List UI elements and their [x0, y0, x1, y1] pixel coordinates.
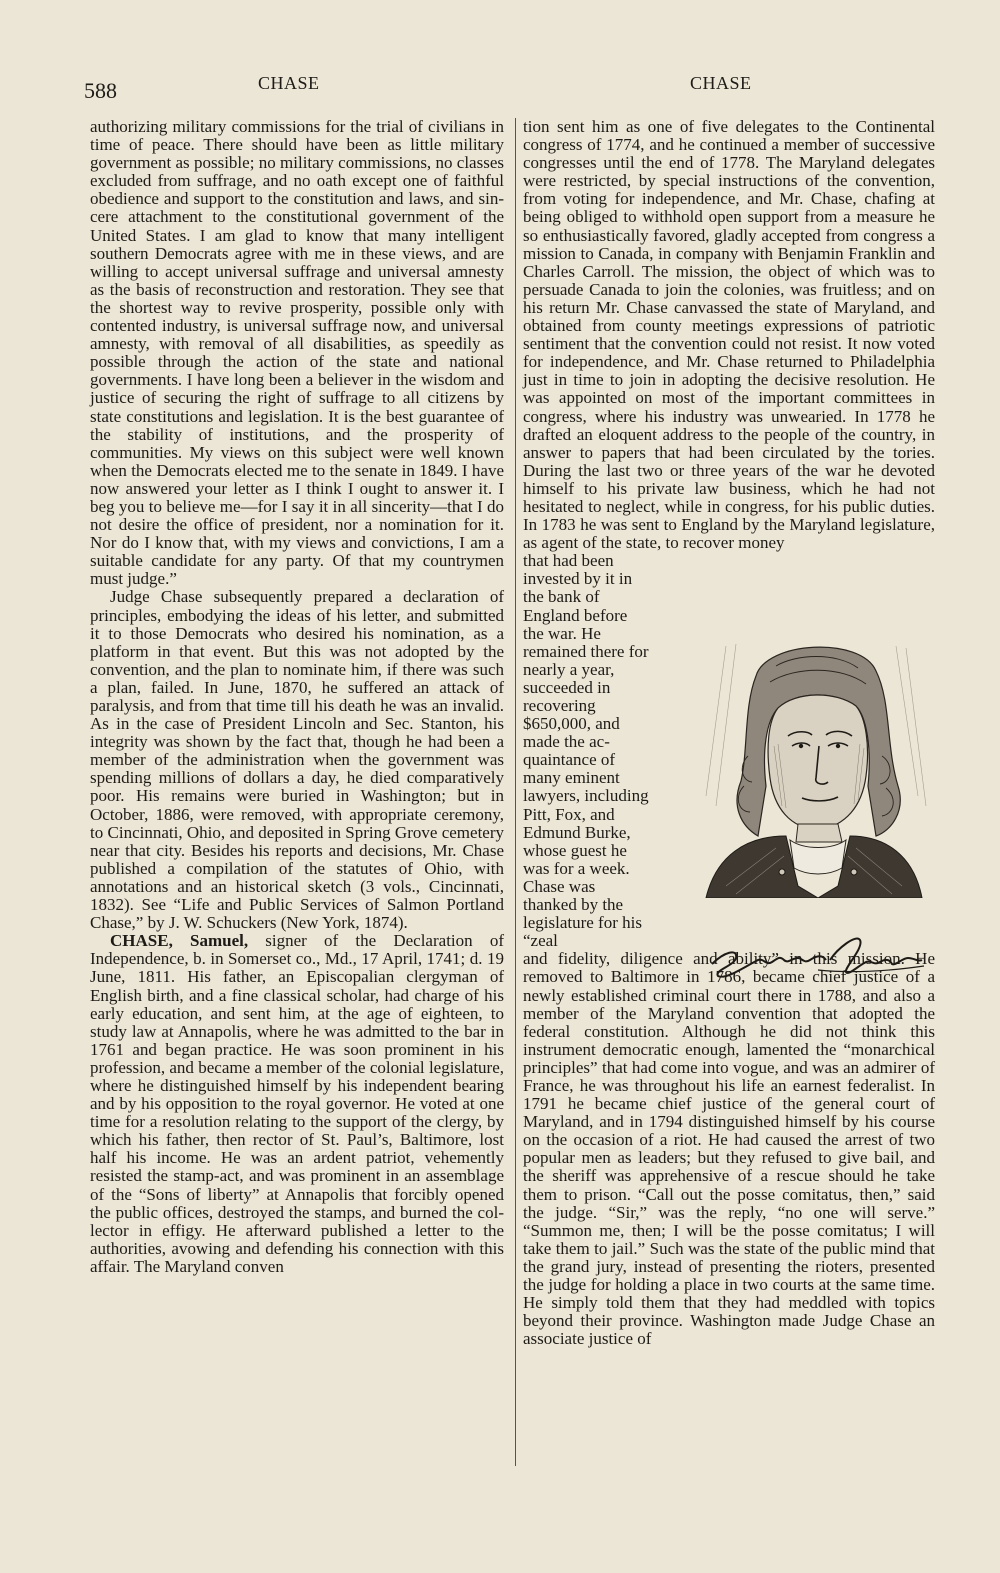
- page-number: 588: [84, 78, 117, 103]
- column-divider: [515, 118, 516, 1466]
- running-head-right: CHASE: [690, 73, 752, 93]
- running-head-left: CHASE: [258, 73, 320, 93]
- paragraph-beside-portrait: that had been invested by it in the bank of England before the war. He remained there for nearly a year, succeeded in recovering $650,000, and made the acquaintance of many eminent lawyers, including Pitt, Fox, and Edmund Burke, whose guest he was for a week. Chase was thanked by the legislature for his “zeal: [523, 551, 649, 951]
- entry-paragraph: [90, 932, 504, 1276]
- paragraph: Judge Chase subsequently prepared a declaration of principles, embodying the ideas of his letter, and submitted it to those Democrats who desired his nomination, as a platform in that event. But this was not adopted by the convention, and the plan to nominate him, if there was such a plan, failed. In June, 1870, he suffered an attack of paralysis, and from that time till his death he was an invalid. As in the case of President Lincoln and Sec. Stanton, his integrity was shown by the fact that, though he had been a member of the administration when the government was spending millions of dollars a day, he died comparatively poor. His remains were buried in Washington; but in October, 1886, were removed, with appropriate ceremony, to Cincinnati, Ohio, and deposited in Spring Grove cemetery near that city. Besides his reports and decisions, Mr. Chase published a compilation of the statutes of Ohio, with annotations and an historical sketch (3 vols., Cincinnati, 1832). See “Life and Public Services of Salmon Portland Chase,” by J. W. Schuckers (New York, 1874).: [90, 587, 504, 933]
- left-column: [90, 118, 504, 1276]
- portrait-illustration: [686, 636, 942, 898]
- paragraph: authorizing military commissions for the trial of civilians in time of peace. There should have been as little military government as possible; no military commissions, no classes excluded from suffrage, and no oath except one of faithful obedience and support to the constitution and laws, and sincere attachment to the constitutional government of the United States. I am glad to know that many intelligent southern Democrats agree with me in these views, and are willing to accept universal suffrage and universal amnesty as the basis of reconstruction and restoration. They see that the shortest way to revive prosperity, possible only with contented industry, is universal suffrage now, and universal amnesty, with removal of all disabilities, as speedily as possible through the action of the state and national governments. I have long been a believer in the wisdom and justice of securing the right of suffrage to all citizens by state constitutions and legislation. It is the best guarantee of the stability of institutions, and the prosperity of communities. My views on this subject were well known when the Democrats elected me to the senate in 1849. I have now answered your letter as I think I ought to answer it. I beg you to believe me—for I say it in all sincerity—that I do not desire the office of president, nor a nomination for it. Nor do I know that, with my views and convictions, I am a suitable candidate for any party. Of that my countrymen must judge.”: [90, 117, 504, 589]
- entry-text: signer of the Declaration of Independence, b. in Somerset co., Md., 17 April, 1741; d. 19 June, 1811. His father, an Episcopalian clergyman of English birth, and a fine classical scholar, had charge of his early education, and sent him, at the age of eighteen, to study law at Annapolis, where he was admitted to the bar in 1761 and began practice. He was soon prominent in his profession, and became a member of the colonial legislature, where he distinguished himself by his independent bearing and by his opposition to the royal governor. He voted at one time for a resolution relating to the support of the clergy, by which his father, then rector of St. Paul’s, Baltimore, lost half his income. He was an ardent patriot, vehemently resisted the stamp-act, and was prominent in an assemblage of the “Sons of liberty” at Annapolis that forcibly opened the public offices, destroyed the stamps, and burned the collector in effigy. He afterward published a letter to the authorities, avowing and defending his connection with this affair. The Maryland conven: [90, 931, 504, 1276]
- entry-heading: CHASE, Samuel,: [110, 931, 249, 951]
- signature-illustration: [706, 930, 928, 982]
- paragraph-continued: tion sent him as one of five delegates to the Continental congress of 1774, and he continued a member of successive congresses until the end of 1778. The Maryland delegates were restricted, by special instructions of the convention, from voting for independence, and Mr. Chase, chafing at being obliged to withhold open support from a measure he so enthusiastically favored, gladly accepted from congress a mission to Canada, in company with Benjamin Franklin and Charles Carroll. The mission, the object of which was to persuade Canada to join the colonies, was fruitless; and on his return Mr. Chase canvassed the state of Maryland, and obtained from county meetings expressions of patriotic sentiment that the convention could not resist. It now voted for independence, and Mr. Chase returned to Philadelphia just in time to join in adopting the decisive resolution. He was appointed on most of the important committees in congress, where his industry was unwearied. In 1778 he drafted an eloquent address to the people of the country, in answer to papers that had been circulated by the tories. During the last two or three years of the war he devoted himself to his private law business, which he had not hesitated to neglect, while in congress, for his public duties. In 1783 he was sent to England by the Maryland legislature, as agent of the state, to recover money: [523, 117, 935, 553]
- paragraph-below-portrait: and fidelity, diligence and ability” in this mission. He removed to Baltimore in 1786, became chief justice of a newly established criminal court there in 1788, and also a member of the Maryland convention that adopted the federal constitution. Although he did not think this instrument democratic enough, lamented the “monarchical principles” that had come into vogue, and was an admirer of France, he was throughout his life an earnest federalist. In 1791 he became chief justice of the general court of Maryland, and in 1794 distinguished himself by his course on the occasion of a riot. He had caused the arrest of two popular men as leaders; but they refused to give bail, and the sheriff was apprehensive of a rescue should he take them to prison. “Call out the posse comitatus, then,” said the judge. “Sir,” was the reply, “no one will serve.” “Summon me, then; I will be the posse comitatus; I will take them to jail.” Such was the state of the public mind that the grand jury, instead of presenting the rioters, presented the judge for holding a place in two courts at the same time. He simply told them that they had meddled with topics beyond their province. Washington made Judge Chase an associate justice of: [523, 949, 935, 1349]
